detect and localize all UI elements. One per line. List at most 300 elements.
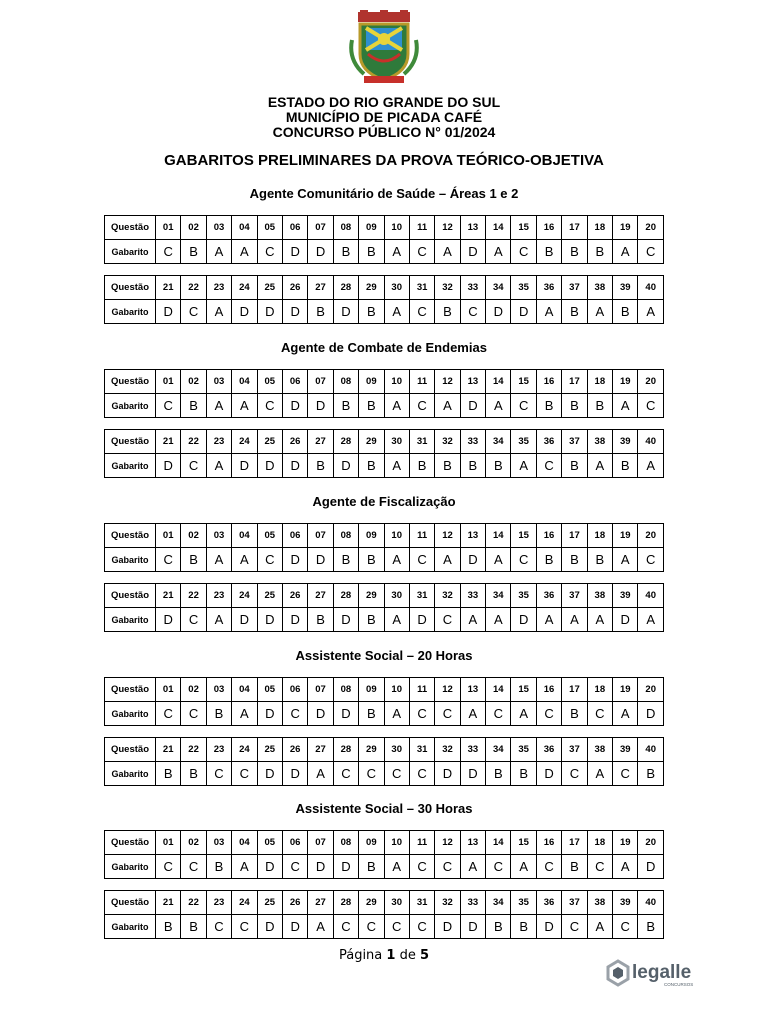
svg-text:legalle: legalle	[632, 962, 692, 983]
municipal-coat-of-arms	[346, 10, 422, 86]
answer-cell: C	[181, 608, 206, 632]
svg-text:CONCURSOS: CONCURSOS	[664, 982, 694, 987]
answer-cell: A	[638, 454, 664, 478]
question-number: 35	[511, 738, 536, 762]
question-number: 18	[587, 831, 612, 855]
question-number: 06	[282, 370, 307, 394]
question-number: 31	[409, 430, 434, 454]
answer-cell: A	[486, 240, 511, 264]
question-number: 27	[308, 891, 333, 915]
question-number: 39	[613, 276, 638, 300]
answer-cell: B	[359, 608, 384, 632]
answer-cell: B	[308, 608, 333, 632]
answer-cell: B	[536, 240, 561, 264]
question-number: 22	[181, 584, 206, 608]
answer-cell: D	[282, 915, 307, 939]
section-title: Agente Comunitário de Saúde – Áreas 1 e 2	[249, 186, 519, 201]
question-number: 12	[435, 678, 460, 702]
question-number: 24	[232, 891, 257, 915]
question-number: 05	[257, 831, 282, 855]
question-number: 01	[156, 216, 181, 240]
answer-cell: A	[232, 548, 257, 572]
answer-cell: A	[206, 394, 231, 418]
question-number: 36	[536, 738, 561, 762]
question-number: 39	[613, 738, 638, 762]
question-number: 02	[181, 678, 206, 702]
question-number: 40	[638, 891, 664, 915]
question-number: 08	[333, 678, 358, 702]
answer-cell: C	[156, 702, 181, 726]
answer-cell: B	[181, 240, 206, 264]
answer-cell: D	[435, 762, 460, 786]
question-number: 11	[409, 831, 434, 855]
question-number: 17	[562, 524, 587, 548]
question-number: 20	[638, 216, 664, 240]
question-number: 13	[460, 678, 485, 702]
question-number: 23	[206, 430, 231, 454]
question-number: 30	[384, 584, 409, 608]
question-number: 24	[232, 430, 257, 454]
question-number: 29	[359, 430, 384, 454]
answer-cell: C	[486, 855, 511, 879]
question-number: 02	[181, 831, 206, 855]
question-number: 38	[587, 738, 612, 762]
answer-row	[105, 915, 664, 939]
answer-cell: D	[156, 300, 181, 324]
question-number: 13	[460, 370, 485, 394]
question-number: 29	[359, 584, 384, 608]
answer-cell: C	[613, 915, 638, 939]
question-number: 01	[156, 524, 181, 548]
answer-cell: A	[384, 394, 409, 418]
question-number: 20	[638, 678, 664, 702]
answer-cell: C	[486, 702, 511, 726]
section-title: Agente de Combate de Endemias	[281, 340, 487, 355]
question-number: 23	[206, 738, 231, 762]
question-number: 39	[613, 430, 638, 454]
question-number: 17	[562, 216, 587, 240]
question-number: 04	[232, 678, 257, 702]
question-number: 07	[308, 524, 333, 548]
question-number: 31	[409, 738, 434, 762]
question-row	[105, 370, 664, 394]
answer-cell: C	[409, 762, 434, 786]
answer-cell: C	[536, 702, 561, 726]
section-title: Agente de Fiscalização	[312, 494, 456, 509]
question-number: 18	[587, 524, 612, 548]
question-number: 21	[156, 891, 181, 915]
question-number: 22	[181, 891, 206, 915]
answer-cell: A	[613, 855, 638, 879]
question-number: 05	[257, 216, 282, 240]
question-number: 27	[308, 430, 333, 454]
question-number: 19	[613, 216, 638, 240]
answer-cell: D	[460, 915, 485, 939]
answer-cell: C	[156, 855, 181, 879]
answer-cell: A	[435, 240, 460, 264]
answer-cell: B	[486, 915, 511, 939]
question-number: 19	[613, 678, 638, 702]
answer-cell: D	[308, 855, 333, 879]
answer-cell: A	[384, 548, 409, 572]
question-number: 09	[359, 678, 384, 702]
question-number: 13	[460, 216, 485, 240]
answer-cell: A	[638, 300, 664, 324]
answer-cell: D	[282, 548, 307, 572]
question-number: 15	[511, 831, 536, 855]
answer-cell: B	[562, 548, 587, 572]
question-number: 20	[638, 370, 664, 394]
question-number: 01	[156, 370, 181, 394]
answer-cell: C	[409, 915, 434, 939]
question-number: 09	[359, 370, 384, 394]
answer-row	[105, 548, 664, 572]
question-number: 04	[232, 216, 257, 240]
answer-cell: C	[181, 300, 206, 324]
answer-table	[104, 429, 664, 478]
question-number: 06	[282, 831, 307, 855]
answer-cell: D	[156, 454, 181, 478]
question-number: 08	[333, 831, 358, 855]
question-number: 29	[359, 276, 384, 300]
answer-cell: A	[562, 608, 587, 632]
question-number: 04	[232, 370, 257, 394]
answer-cell: A	[613, 240, 638, 264]
question-number: 10	[384, 831, 409, 855]
answer-cell: C	[384, 915, 409, 939]
answer-cell: D	[308, 702, 333, 726]
question-number: 23	[206, 891, 231, 915]
answer-cell: C	[156, 240, 181, 264]
answer-cell: D	[257, 855, 282, 879]
answer-cell: D	[232, 300, 257, 324]
answer-cell: A	[511, 855, 536, 879]
question-number: 16	[536, 678, 561, 702]
question-number: 28	[333, 584, 358, 608]
question-number: 14	[486, 831, 511, 855]
answer-cell: D	[511, 608, 536, 632]
question-number: 17	[562, 678, 587, 702]
question-number: 21	[156, 738, 181, 762]
question-number: 14	[486, 216, 511, 240]
answer-cell: B	[308, 454, 333, 478]
question-number: 27	[308, 276, 333, 300]
answer-cell: B	[359, 702, 384, 726]
answer-row	[105, 300, 664, 324]
answer-cell: D	[460, 548, 485, 572]
answer-cell: C	[333, 762, 358, 786]
question-number: 36	[536, 430, 561, 454]
answer-cell: C	[181, 454, 206, 478]
question-number: 04	[232, 524, 257, 548]
answer-label: Gabarito	[105, 300, 156, 324]
answer-cell: B	[587, 394, 612, 418]
answer-cell: D	[282, 762, 307, 786]
answer-cell: D	[536, 762, 561, 786]
question-number: 37	[562, 891, 587, 915]
question-number: 02	[181, 216, 206, 240]
section-title: Assistente Social – 30 Horas	[295, 801, 473, 816]
answer-cell: D	[282, 240, 307, 264]
answer-table	[104, 677, 664, 726]
answer-cell: A	[511, 702, 536, 726]
question-number: 37	[562, 584, 587, 608]
answer-cell: D	[257, 454, 282, 478]
question-number: 11	[409, 524, 434, 548]
answer-cell: C	[282, 855, 307, 879]
question-number: 30	[384, 276, 409, 300]
question-number: 03	[206, 370, 231, 394]
question-number: 10	[384, 370, 409, 394]
answer-cell: C	[156, 548, 181, 572]
question-number: 16	[536, 370, 561, 394]
answer-cell: B	[333, 548, 358, 572]
question-number: 28	[333, 891, 358, 915]
question-number: 14	[486, 524, 511, 548]
answer-label: Gabarito	[105, 608, 156, 632]
answer-cell: C	[409, 702, 434, 726]
question-row	[105, 216, 664, 240]
answer-label: Gabarito	[105, 240, 156, 264]
answer-cell: C	[359, 762, 384, 786]
answer-cell: A	[460, 608, 485, 632]
question-number: 40	[638, 276, 664, 300]
question-number: 11	[409, 216, 434, 240]
question-number: 05	[257, 524, 282, 548]
answer-cell: C	[613, 762, 638, 786]
question-number: 32	[435, 738, 460, 762]
answer-cell: D	[333, 702, 358, 726]
question-number: 33	[460, 738, 485, 762]
question-number: 03	[206, 678, 231, 702]
answer-cell: D	[257, 915, 282, 939]
question-number: 35	[511, 584, 536, 608]
question-number: 16	[536, 831, 561, 855]
question-number: 38	[587, 430, 612, 454]
answer-cell: A	[486, 608, 511, 632]
question-number: 10	[384, 678, 409, 702]
question-number: 34	[486, 738, 511, 762]
answer-cell: C	[435, 608, 460, 632]
page-number: Página 1 de 5	[338, 948, 430, 963]
answer-cell: A	[587, 762, 612, 786]
question-number: 15	[511, 524, 536, 548]
answer-cell: D	[638, 702, 664, 726]
question-number: 28	[333, 738, 358, 762]
question-row	[105, 738, 664, 762]
question-number: 30	[384, 891, 409, 915]
answer-cell: C	[206, 915, 231, 939]
answer-cell: C	[181, 855, 206, 879]
answer-label: Gabarito	[105, 702, 156, 726]
answer-table	[104, 215, 664, 264]
question-number: 20	[638, 831, 664, 855]
question-number: 02	[181, 370, 206, 394]
answer-cell: B	[181, 915, 206, 939]
question-number: 32	[435, 891, 460, 915]
question-number: 35	[511, 276, 536, 300]
answer-cell: B	[536, 548, 561, 572]
question-number: 33	[460, 430, 485, 454]
answer-cell: B	[638, 915, 664, 939]
question-number: 28	[333, 430, 358, 454]
answer-row	[105, 240, 664, 264]
question-number: 15	[511, 216, 536, 240]
answer-cell: C	[435, 702, 460, 726]
question-row	[105, 831, 664, 855]
question-number: 21	[156, 584, 181, 608]
question-row	[105, 584, 664, 608]
answer-label: Gabarito	[105, 394, 156, 418]
question-number: 05	[257, 370, 282, 394]
question-number: 19	[613, 831, 638, 855]
answer-cell: A	[435, 394, 460, 418]
answer-cell: D	[638, 855, 664, 879]
answer-cell: C	[257, 240, 282, 264]
answer-row	[105, 702, 664, 726]
answer-cell: A	[384, 608, 409, 632]
question-number: 26	[282, 738, 307, 762]
answer-cell: B	[409, 454, 434, 478]
question-label: Questão	[105, 891, 156, 915]
answer-cell: B	[562, 454, 587, 478]
question-number: 21	[156, 430, 181, 454]
answer-cell: A	[384, 702, 409, 726]
question-number: 23	[206, 276, 231, 300]
question-number: 29	[359, 891, 384, 915]
answer-cell: C	[282, 702, 307, 726]
answer-cell: B	[613, 300, 638, 324]
question-number: 33	[460, 584, 485, 608]
answer-cell: B	[206, 702, 231, 726]
question-number: 06	[282, 524, 307, 548]
answer-cell: C	[460, 300, 485, 324]
question-number: 37	[562, 276, 587, 300]
question-number: 03	[206, 216, 231, 240]
question-number: 25	[257, 276, 282, 300]
answer-cell: C	[181, 702, 206, 726]
answer-cell: A	[384, 300, 409, 324]
answer-cell: D	[460, 394, 485, 418]
question-number: 22	[181, 738, 206, 762]
question-number: 12	[435, 524, 460, 548]
question-number: 39	[613, 891, 638, 915]
answer-cell: B	[562, 394, 587, 418]
question-number: 12	[435, 370, 460, 394]
question-number: 15	[511, 678, 536, 702]
answer-label: Gabarito	[105, 548, 156, 572]
answer-cell: D	[308, 240, 333, 264]
question-number: 10	[384, 216, 409, 240]
question-number: 26	[282, 430, 307, 454]
question-number: 32	[435, 430, 460, 454]
answer-cell: A	[536, 608, 561, 632]
answer-cell: D	[333, 300, 358, 324]
answer-cell: A	[232, 702, 257, 726]
answer-cell: A	[613, 548, 638, 572]
answer-cell: C	[638, 548, 664, 572]
question-number: 40	[638, 584, 664, 608]
answer-cell: A	[435, 548, 460, 572]
answer-cell: C	[232, 762, 257, 786]
answer-cell: C	[257, 394, 282, 418]
question-number: 34	[486, 891, 511, 915]
question-number: 19	[613, 524, 638, 548]
question-number: 09	[359, 524, 384, 548]
question-number: 37	[562, 738, 587, 762]
answer-table	[104, 890, 664, 939]
answer-cell: B	[206, 855, 231, 879]
answer-table	[104, 583, 664, 632]
question-number: 03	[206, 831, 231, 855]
question-number: 17	[562, 831, 587, 855]
answer-cell: D	[257, 702, 282, 726]
question-number: 03	[206, 524, 231, 548]
question-label: Questão	[105, 738, 156, 762]
question-number: 02	[181, 524, 206, 548]
question-number: 30	[384, 738, 409, 762]
answer-cell: B	[181, 762, 206, 786]
answer-cell: B	[562, 240, 587, 264]
question-number: 08	[333, 370, 358, 394]
answer-cell: B	[435, 300, 460, 324]
question-number: 39	[613, 584, 638, 608]
question-row	[105, 524, 664, 548]
answer-cell: A	[206, 608, 231, 632]
answer-cell: A	[486, 548, 511, 572]
answer-cell: C	[511, 548, 536, 572]
question-number: 13	[460, 524, 485, 548]
question-number: 38	[587, 276, 612, 300]
question-number: 01	[156, 831, 181, 855]
answer-cell: B	[587, 240, 612, 264]
question-number: 16	[536, 216, 561, 240]
answer-cell: D	[282, 454, 307, 478]
answer-cell: A	[587, 608, 612, 632]
answer-cell: A	[613, 702, 638, 726]
answer-cell: C	[511, 240, 536, 264]
answer-cell: B	[562, 300, 587, 324]
answer-cell: A	[206, 548, 231, 572]
question-number: 22	[181, 430, 206, 454]
answer-cell: D	[460, 762, 485, 786]
answer-cell: A	[511, 454, 536, 478]
answer-cell: C	[562, 915, 587, 939]
question-number: 30	[384, 430, 409, 454]
answer-cell: A	[587, 454, 612, 478]
question-number: 26	[282, 891, 307, 915]
answer-cell: C	[536, 855, 561, 879]
question-number: 26	[282, 276, 307, 300]
answer-cell: D	[613, 608, 638, 632]
question-row	[105, 678, 664, 702]
question-number: 06	[282, 216, 307, 240]
question-label: Questão	[105, 831, 156, 855]
question-number: 18	[587, 678, 612, 702]
answer-cell: A	[384, 240, 409, 264]
question-number: 07	[308, 216, 333, 240]
question-number: 09	[359, 831, 384, 855]
question-number: 05	[257, 678, 282, 702]
answer-cell: D	[486, 300, 511, 324]
question-label: Questão	[105, 678, 156, 702]
answer-cell: B	[613, 454, 638, 478]
question-row	[105, 430, 664, 454]
answer-cell: B	[333, 394, 358, 418]
answer-cell: A	[206, 454, 231, 478]
answer-cell: A	[587, 300, 612, 324]
answer-cell: A	[613, 394, 638, 418]
